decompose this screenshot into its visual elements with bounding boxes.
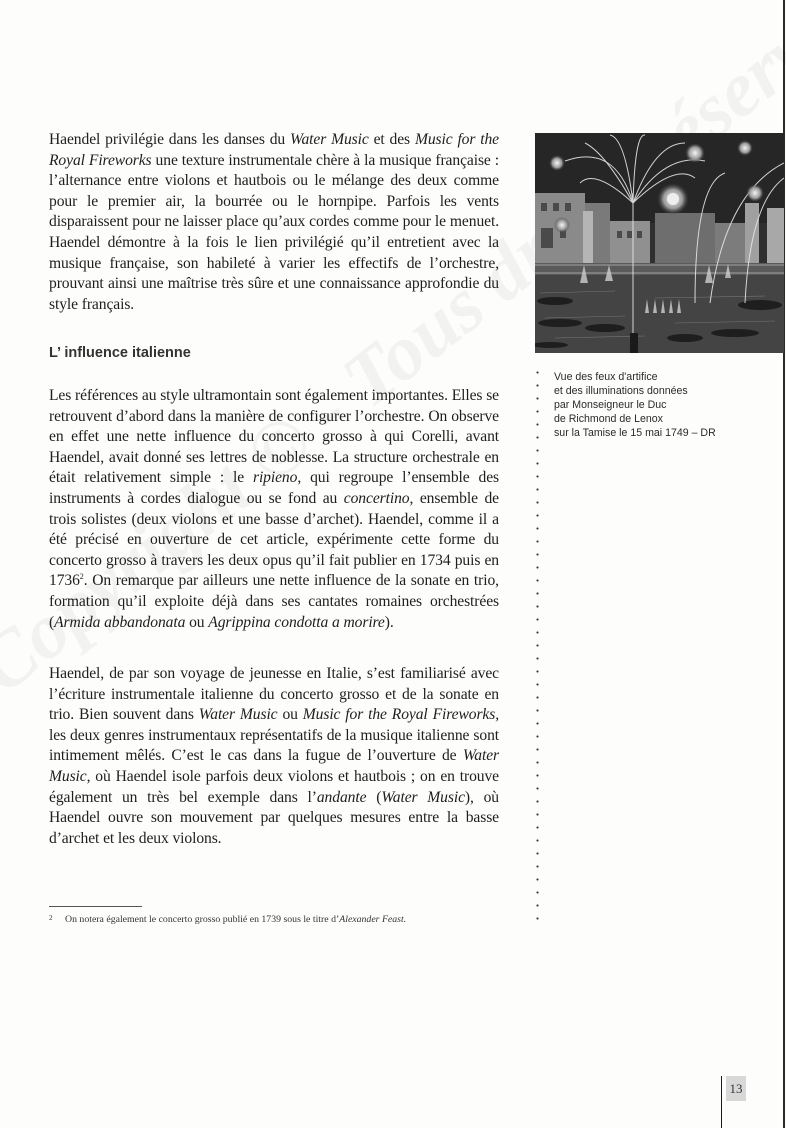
text-run: . On remarque par ailleurs une nette influence de la sonate en trio, formation qu’il exploite déjà dans ses cantates romaines orchestrées ( (49, 572, 499, 631)
text-run: ), où Haendel ouvre son mouvement par quelques mesures entre la basse d’archet et les deux violons. (49, 788, 499, 847)
fireworks-engraving-image (535, 133, 784, 353)
text-run: et des (368, 131, 415, 148)
footnote-italic-title: Alexander Feast. (339, 914, 407, 925)
caption-line: de Richmond de Lenox (554, 413, 663, 425)
page-number-rule (721, 1076, 722, 1128)
text-run: , qui regroupe l’ensemble des instruments à cordes dialogue ou se fond au (49, 469, 499, 507)
figure-caption (554, 370, 779, 440)
italic-title: ripieno (252, 469, 298, 487)
text-run: , ensemble de trois solistes (deux violons et une basse d’archet). Haendel, comme il a été précisé en ouverture de cet article, expérimente cette forme du concerto grosso à travers les deux opus qu’il fait publier en 1734 puis en 1736 (49, 489, 499, 590)
footnote-number: 2 (49, 914, 53, 922)
text-run: Haendel, de par son voyage de jeunesse en Italie, s’est familiarisé avec l’écriture instrumentale italienne du concerto grosso et de la sonate en trio. Bien souvent dans (49, 665, 499, 724)
footnote-ref: 2 (79, 572, 84, 582)
text-run: ). (384, 613, 394, 631)
italic-title: andante (316, 788, 367, 806)
text-run: , où Haendel isole parfois deux violons et hautbois ; on en trouve également un très bel exemple dans l’ (49, 767, 499, 806)
paragraph-french-texture (49, 130, 499, 315)
italic-title: Music for the Royal Fireworks (49, 131, 499, 169)
italic-title: Water Music (290, 131, 369, 148)
caption-dotted-rule (536, 366, 539, 926)
italic-title: Water Music (198, 706, 278, 724)
italic-title: Agrippina condotta a morire (208, 613, 385, 631)
paragraph-ultramontain-style (49, 386, 499, 633)
caption-line: et des illuminations données (554, 385, 688, 397)
text-run: les deux genres instrumentaux représentatifs de la musique italienne sont intimement mêlés. C’est le cas dans la fugue de l’ouverture de (49, 726, 499, 765)
italic-title: Water Music (49, 747, 499, 785)
text-run: une texture instrumentale chère à la musique française : l’alternance entre violons et hautbois ou le mélange des deux comme pour le premier air, la bourrée ou le hornpipe. Parfois les vents disparaissent pour ne laisser place qu’aux cordes comme pour le menuet. Haendel démontre à la fois le lien privilégié qu’il entretient avec la musique française, son habileté à varier les effectifs de l’orchestre, prouvant ainsi une maîtrise très sûre et une connaissance approfondie du style français. (49, 151, 499, 313)
text-run: Haendel privilégie dans les danses du (49, 131, 290, 148)
page-number: 13 (726, 1076, 746, 1101)
italic-title: concertino (343, 489, 410, 507)
italic-title: Music for the Royal Fireworks, (302, 706, 500, 724)
footnote (49, 914, 509, 925)
text-run: ou (277, 706, 303, 724)
text-run: ( (366, 788, 382, 806)
caption-line: sur la Tamise le 15 mai 1749 – DR (554, 427, 716, 439)
text-run: ou (185, 613, 209, 631)
caption-line: Vue des feux d'artifice (554, 371, 658, 383)
footnote-text: On notera également le concerto grosso publié en 1739 sous le titre d’ (65, 914, 340, 925)
fireworks-illustration (535, 133, 784, 353)
italic-title: Water Music (381, 788, 465, 806)
paragraph-italian-journey (49, 664, 499, 849)
italic-title: Armida abbandonata (54, 613, 186, 631)
caption-line: par Monseigneur le Duc (554, 399, 667, 411)
footnote-divider (49, 906, 142, 907)
text-run: Les références au style ultramontain sont également importantes. Elles se retrouvent d’abord dans la manière de configurer l’orchestre. On observe en effet une nette influence du concerto grosso à qui Corelli, avant Haendel, avait donné ses lettres de noblesse. La structure orchestrale en était relativement simple : le (49, 387, 499, 487)
section-heading: L’ influence italienne (49, 345, 191, 361)
